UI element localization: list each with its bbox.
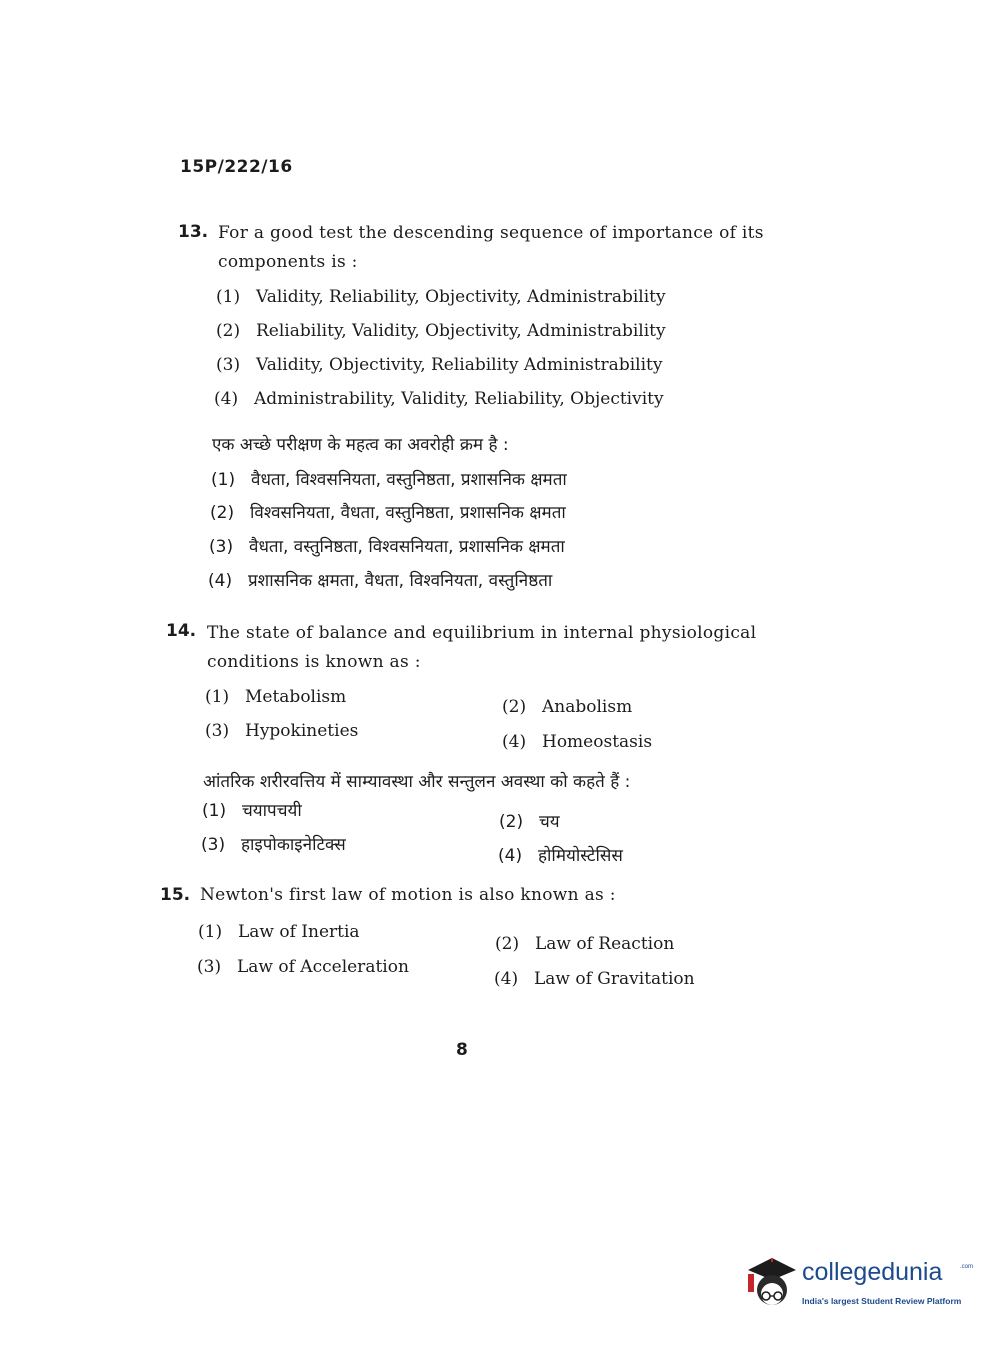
logo-brand: collegedunia	[802, 1258, 943, 1286]
q14-option-hindi-1: (1) चयापचयी	[202, 801, 302, 821]
question-13-text: For a good test the descending sequence of importance of its components is :	[218, 223, 764, 272]
paper-code: 15P/222/16	[180, 157, 293, 177]
logo-tagline: India's largest Student Review Platform	[802, 1296, 962, 1306]
question-14-text: The state of balance and equilibrium in internal physiological conditions is known as :	[207, 623, 757, 672]
q14-option-2: (2) Anabolism	[502, 697, 633, 717]
q14-option-4: (4) Homeostasis	[502, 732, 653, 752]
q14-option-3: (3) Hypokineties	[205, 721, 359, 741]
q15-option-1: (1) Law of Inertia	[198, 922, 360, 942]
page-number: 8	[456, 1040, 468, 1060]
question-13-number: 13.	[178, 222, 209, 242]
q13-option-3: (3) Validity, Objectivity, Reliability Administrability	[216, 355, 663, 375]
q13-option-2: (2) Reliability, Validity, Objectivity, Administrability	[216, 321, 666, 341]
q13-option-4: (4) Administrability, Validity, Reliability, Objectivity	[214, 389, 664, 409]
q13-option-1: (1) Validity, Reliability, Objectivity, Administrability	[216, 287, 666, 307]
logo-suffix: .com	[960, 1264, 974, 1270]
q14-option-hindi-4: (4) होमियोस्टेसिस	[498, 846, 623, 866]
q14-option-hindi-2: (2) चय	[499, 812, 560, 832]
q13-option-hindi-3: (3) वैधता, वस्तुनिष्ठता, विश्वसनियता, प्रशासनिक क्षमता	[209, 537, 565, 557]
q15-option-3: (3) Law of Acceleration	[197, 957, 409, 977]
question-15-text: Newton's first law of motion is also known as :	[200, 885, 616, 905]
q15-option-2: (2) Law of Reaction	[495, 934, 675, 954]
collegedunia-logo	[742, 1252, 972, 1322]
q13-option-hindi-2: (2) विश्वसनियता, वैधता, वस्तुनिष्ठता, प्रशासनिक क्षमता	[210, 503, 566, 523]
mascot-icon	[742, 1252, 800, 1322]
q14-option-hindi-3: (3) हाइपोकाइनेटिक्स	[201, 835, 346, 855]
q15-option-4: (4) Law of Gravitation	[494, 969, 695, 989]
question-13-text-hindi: एक अच्छे परीक्षण के महत्व का अवरोही क्रम है :	[212, 435, 509, 455]
question-14-text-hindi: आंतरिक शरीरवत्तिय में साम्यावस्था और सन्तुलन अवस्था को कहते हैं :	[203, 772, 631, 792]
q13-option-hindi-1: (1) वैधता, विश्वसनियता, वस्तुनिष्ठता, प्रशासनिक क्षमता	[211, 470, 567, 490]
q13-option-hindi-4: (4) प्रशासनिक क्षमता, वैधता, विश्वनियता, वस्तुनिष्ठता	[208, 571, 553, 591]
question-15-number: 15.	[160, 885, 191, 905]
q14-option-1: (1) Metabolism	[205, 687, 347, 707]
question-14-number: 14.	[166, 621, 197, 641]
